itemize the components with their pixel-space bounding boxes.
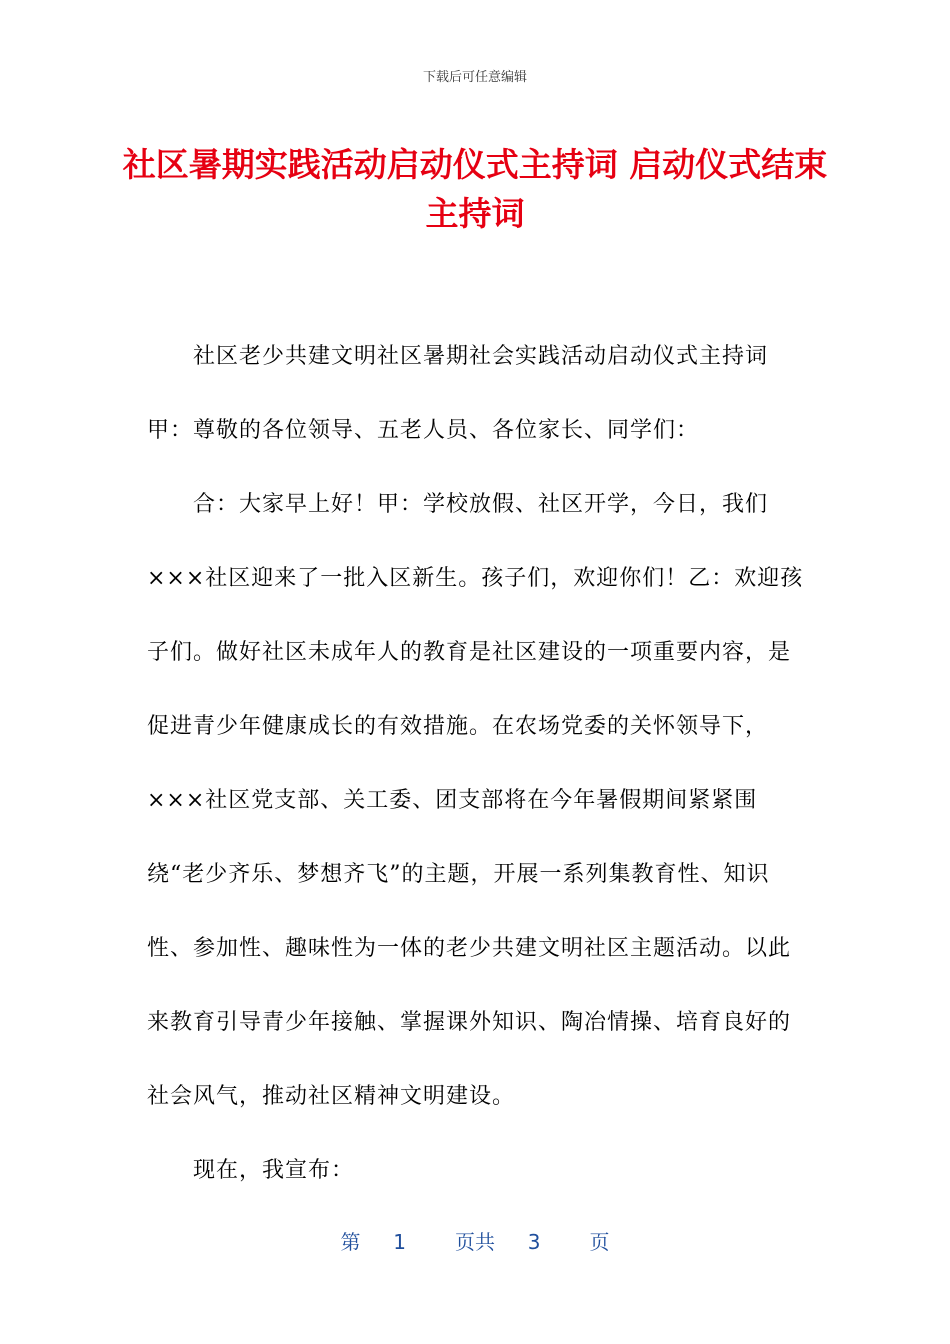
header-note: 下载后可任意编辑 — [422, 70, 527, 85]
paragraph-announce: 现在，我宣布： — [193, 1158, 355, 1183]
paragraph-greeting: 甲：尊敬的各位领导、五老人员、各位家长、同学们： — [147, 418, 700, 443]
document-body — [147, 320, 807, 1208]
page-number-footer: 第 1 页共 3 页 — [340, 1230, 610, 1254]
paragraph-main: 合：大家早上好！甲：学校放假、社区开学，今日，我们×××社区迎来了一批入区新生。孩子们，欢迎你们！乙：欢迎孩子们。做好社区未成年人的教育是社区建设的一项重要内容，是促进青少年健康成长的有效措施。在农场党委的关怀领导下，×××社区党支部、关工委、团支部将在今年暑假期间紧紧围绕“老少齐乐、梦想齐飞”的主题，开展一系列集教育性、知识性、参加性、趣味性为一体的老少共建文明社区主题活动。以此来教育引导青少年接触、掌握课外知识、陶冶情操、培育良好的社会风气，推动社区精神文明建设。 — [147, 492, 804, 1109]
document-title: 社区暑期实践活动启动仪式主持词 启动仪式结束主持词 — [122, 145, 828, 233]
paragraph-intro: 社区老少共建文明社区暑期社会实践活动启动仪式主持词 — [193, 344, 769, 369]
